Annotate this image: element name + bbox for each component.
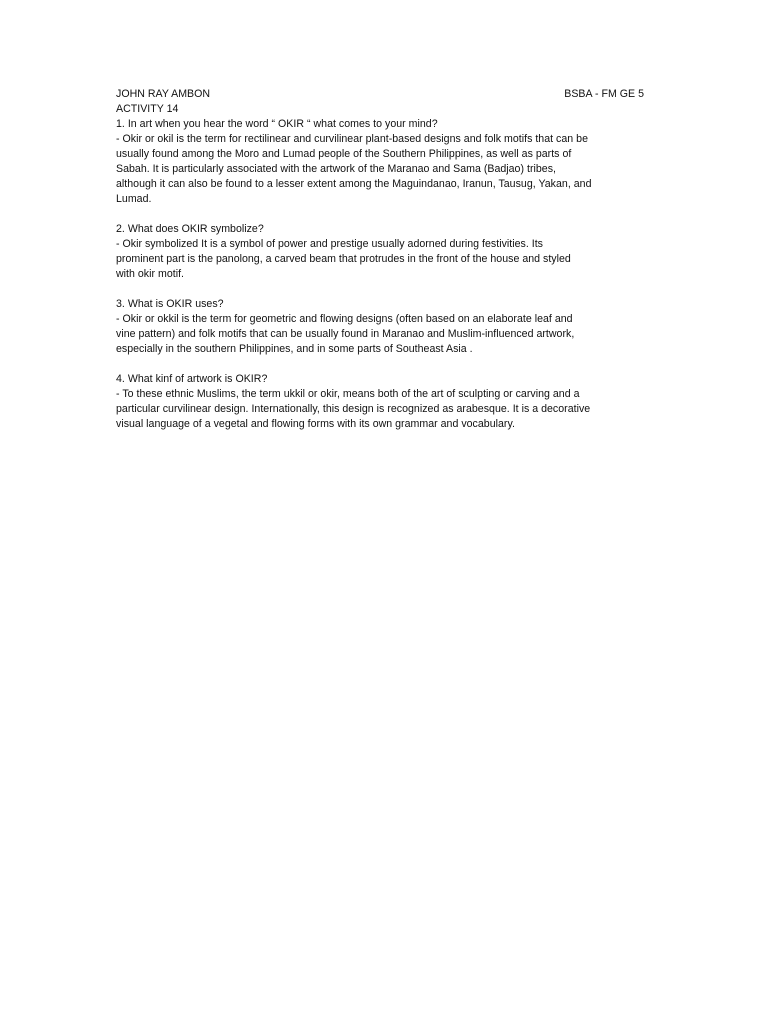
section-4 xyxy=(116,372,656,432)
paragraph-gap xyxy=(116,207,656,222)
answer-4-line: particular curvilinear design. Internationally, this design is recognized as arabesque. It is a decorative xyxy=(116,403,591,415)
answer-3-line: vine pattern) and folk motifs that can be usually found in Maranao and Muslim-influenced artwork, xyxy=(116,328,575,340)
question-3: 3. What is OKIR uses? xyxy=(116,298,224,310)
question-1: 1. In art when you hear the word “ OKIR “ what comes to your mind? xyxy=(116,118,438,130)
question-4: 4. What kinf of artwork is OKIR? xyxy=(116,373,268,385)
course-code: BSBA - FM GE 5 xyxy=(564,88,644,100)
answer-2-line: with okir motif. xyxy=(116,268,185,280)
answer-3-line: - Okir or okkil is the term for geometric and flowing designs (often based on an elaborate leaf and xyxy=(116,313,573,325)
section-3 xyxy=(116,297,656,357)
question-2: 2. What does OKIR symbolize? xyxy=(116,223,264,235)
section-2 xyxy=(116,222,656,282)
answer-1-line: usually found among the Moro and Lumad people of the Southern Philippines, as well as parts of xyxy=(116,148,572,160)
student-name: JOHN RAY AMBON xyxy=(116,88,211,100)
answer-1-line: Lumad. xyxy=(116,193,152,205)
answer-1-line: although it can also be found to a lesser extent among the Maguindanao, Iranun, Tausug, Yakan, and xyxy=(116,178,592,190)
paragraph-gap xyxy=(116,282,656,297)
section-1 xyxy=(116,117,656,207)
answer-4-line: - To these ethnic Muslims, the term ukkil or okir, means both of the art of sculpting or carving and a xyxy=(116,388,580,400)
header-row xyxy=(116,87,656,102)
activity-title: ACTIVITY 14 xyxy=(116,103,179,115)
answer-1-line: Sabah. It is particularly associated with the artwork of the Maranao and Sama (Badjao) tribes, xyxy=(116,163,556,175)
document-body xyxy=(116,87,656,432)
answer-1-line: - Okir or okil is the term for rectilinear and curvilinear plant-based designs and folk motifs that can be xyxy=(116,133,588,145)
answer-2-line: prominent part is the panolong, a carved beam that protrudes in the front of the house and styled xyxy=(116,253,571,265)
paragraph-gap xyxy=(116,357,656,372)
answer-2-line: - Okir symbolized It is a symbol of power and prestige usually adorned during festivities. Its xyxy=(116,238,543,250)
answer-4-line: visual language of a vegetal and flowing forms with its own grammar and vocabulary. xyxy=(116,418,515,430)
answer-3-line: especially in the southern Philippines, and in some parts of Southeast Asia . xyxy=(116,343,473,355)
